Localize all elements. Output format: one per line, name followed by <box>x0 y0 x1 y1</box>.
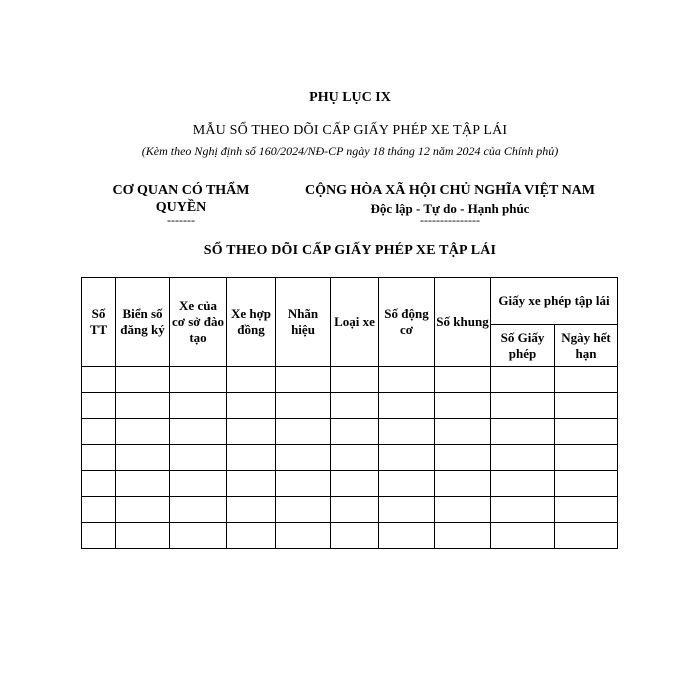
table-cell <box>276 497 331 523</box>
table-row <box>82 393 618 419</box>
table-cell <box>82 419 116 445</box>
table-cell <box>82 523 116 549</box>
table-row <box>82 419 618 445</box>
table-cell <box>276 367 331 393</box>
table-cell <box>379 445 435 471</box>
table-cell <box>555 523 618 549</box>
table-cell <box>435 419 491 445</box>
table-cell <box>116 367 170 393</box>
table-cell <box>82 393 116 419</box>
table-cell <box>227 471 276 497</box>
table-cell <box>276 393 331 419</box>
table-cell <box>82 471 116 497</box>
table-cell <box>331 523 379 549</box>
column-header-permit-number: Số Giấy phép <box>491 325 555 367</box>
table-cell <box>491 367 555 393</box>
table-cell <box>227 445 276 471</box>
table-cell <box>435 367 491 393</box>
column-header-engine-number: Số động cơ <box>379 278 435 367</box>
national-motto: Độc lập - Tự do - Hạnh phúc <box>370 201 530 216</box>
table-cell <box>116 523 170 549</box>
table-cell <box>491 419 555 445</box>
table-cell <box>170 445 227 471</box>
table-cell <box>379 471 435 497</box>
ledger-body <box>82 367 618 549</box>
table-cell <box>276 523 331 549</box>
table-cell <box>227 523 276 549</box>
table-cell <box>227 393 276 419</box>
ledger-table <box>81 277 618 549</box>
table-cell <box>170 367 227 393</box>
table-cell <box>82 367 116 393</box>
column-group-permit: Giấy xe phép tập lái <box>491 278 618 325</box>
table-cell <box>116 471 170 497</box>
table-row <box>82 497 618 523</box>
agency-name: CƠ QUAN CÓ THẨM QUYỀN <box>112 183 250 215</box>
motto-separator: --------------- <box>420 213 480 227</box>
table-row <box>82 445 618 471</box>
table-cell <box>491 523 555 549</box>
table-cell <box>170 523 227 549</box>
table-cell <box>170 497 227 523</box>
table-cell <box>331 419 379 445</box>
table-cell <box>170 393 227 419</box>
column-header-contract-vehicle: Xe hợp đồng <box>227 278 276 367</box>
table-cell <box>555 419 618 445</box>
decree-note: (Kèm theo Nghị định số 160/2024/NĐ-CP ngày 18 tháng 12 năm 2024 của Chính phủ) <box>141 144 559 158</box>
column-header-plate: Biển số đăng ký <box>116 278 170 367</box>
table-cell <box>331 471 379 497</box>
column-header-brand: Nhãn hiệu <box>276 278 331 367</box>
agency-separator: ------- <box>167 213 195 227</box>
table-cell <box>435 445 491 471</box>
table-cell <box>227 497 276 523</box>
table-cell <box>331 367 379 393</box>
table-cell <box>276 471 331 497</box>
table-cell <box>491 497 555 523</box>
table-cell <box>435 523 491 549</box>
appendix-title: PHỤ LỤC IX <box>309 90 391 105</box>
table-row <box>82 471 618 497</box>
column-header-stt: Số TT <box>82 278 116 367</box>
table-cell <box>227 367 276 393</box>
table-cell <box>227 419 276 445</box>
table-cell <box>555 367 618 393</box>
table-cell <box>276 419 331 445</box>
table-cell <box>491 471 555 497</box>
table-cell <box>435 471 491 497</box>
table-cell <box>170 471 227 497</box>
table-cell <box>435 393 491 419</box>
column-header-chassis-number: Số khung <box>435 278 491 367</box>
table-cell <box>331 393 379 419</box>
table-cell <box>379 419 435 445</box>
table-cell <box>116 419 170 445</box>
table-cell <box>555 445 618 471</box>
ledger-title: SỔ THEO DÕI CẤP GIẤY PHÉP XE TẬP LÁI <box>203 243 497 258</box>
table-cell <box>331 497 379 523</box>
column-header-vehicle-type: Loại xe <box>331 278 379 367</box>
table-cell <box>379 393 435 419</box>
table-row <box>82 523 618 549</box>
table-cell <box>116 445 170 471</box>
table-cell <box>276 445 331 471</box>
table-row <box>82 367 618 393</box>
form-title: MẪU SỔ THEO DÕI CẤP GIẤY PHÉP XE TẬP LÁI <box>192 123 508 138</box>
table-cell <box>491 393 555 419</box>
table-cell <box>82 445 116 471</box>
table-cell <box>379 497 435 523</box>
table-cell <box>116 497 170 523</box>
table-cell <box>379 367 435 393</box>
table-cell <box>379 523 435 549</box>
column-header-school-vehicle: Xe của cơ sở đào tạo <box>170 278 227 367</box>
table-cell <box>555 497 618 523</box>
table-cell <box>170 419 227 445</box>
table-cell <box>331 445 379 471</box>
table-cell <box>435 497 491 523</box>
table-cell <box>82 497 116 523</box>
table-cell <box>555 471 618 497</box>
national-title: CỘNG HÒA XÃ HỘI CHỦ NGHĨA VIỆT NAM <box>304 183 595 198</box>
column-header-expiry-date: Ngày hết hạn <box>555 325 618 367</box>
table-cell <box>491 445 555 471</box>
table-cell <box>116 393 170 419</box>
table-cell <box>555 393 618 419</box>
